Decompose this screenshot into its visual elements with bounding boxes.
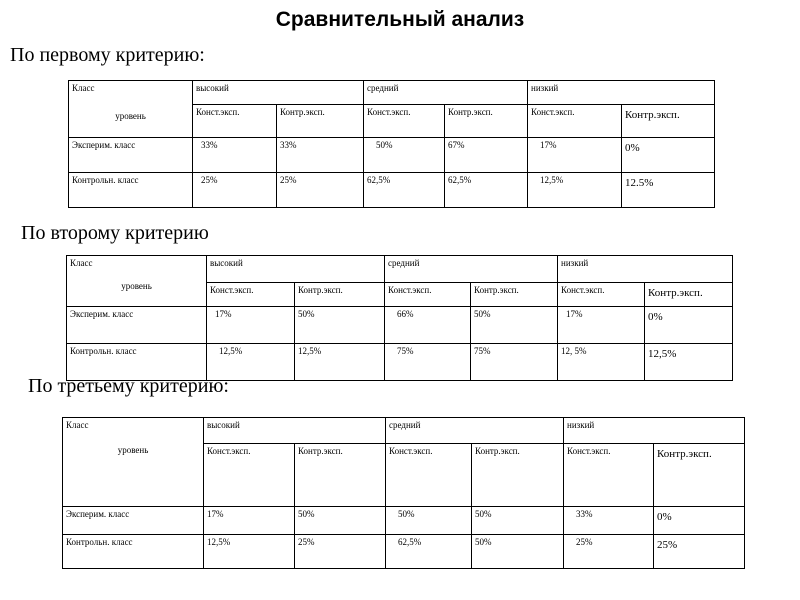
level-low-header: низкий	[564, 418, 745, 444]
table-cell: 50%	[295, 307, 385, 344]
class-level-header	[67, 256, 207, 307]
table-cell: 66%	[385, 307, 471, 344]
sub-header-control: Контр.эксп.	[622, 105, 715, 138]
table-cell: 17%	[528, 138, 622, 173]
table-cell: 0%	[654, 507, 745, 535]
table-cell: 33%	[193, 138, 277, 173]
table-cell: 33%	[564, 507, 654, 535]
table-row	[63, 535, 745, 569]
sub-header-const: Конст.эксп.	[564, 444, 654, 507]
section-heading-3: По третьему критерию:	[28, 375, 229, 397]
table-cell: 25%	[277, 173, 364, 208]
level-low-header: низкий	[558, 256, 733, 283]
level-high-header: высокий	[207, 256, 385, 283]
table-cell: 12,5%	[528, 173, 622, 208]
sub-header-control: Контр.эксп.	[472, 444, 564, 507]
table-cell: 62,5%	[386, 535, 472, 569]
table-cell: 0%	[645, 307, 733, 344]
table-row	[69, 173, 715, 208]
section-heading-1: По первому критерию:	[10, 44, 205, 66]
table-cell: 12,5%	[645, 344, 733, 381]
sub-header-control: Контр.эксп.	[295, 444, 386, 507]
row-label: Эксперим. класс	[67, 307, 207, 344]
row-label: Эксперим. класс	[63, 507, 204, 535]
level-high-header: высокий	[204, 418, 386, 444]
sub-header-control: Контр.эксп.	[471, 283, 558, 307]
header-row-levels	[67, 256, 733, 283]
comparison-table-3	[62, 417, 745, 569]
table-cell: 25%	[193, 173, 277, 208]
page-title: Сравнительный анализ	[275, 8, 525, 31]
table-cell: 67%	[445, 138, 528, 173]
table-cell: 12,5%	[204, 535, 295, 569]
table-cell: 12, 5%	[558, 344, 645, 381]
sub-header-const: Конст.эксп.	[528, 105, 622, 138]
table-cell: 12,5%	[207, 344, 295, 381]
sub-header-const: Конст.эксп.	[207, 283, 295, 307]
table-cell: 25%	[295, 535, 386, 569]
section-heading-2: По второму критерию	[21, 222, 209, 244]
class-level-header	[69, 81, 193, 138]
table-cell: 50%	[364, 138, 445, 173]
level-high-header: высокий	[193, 81, 364, 105]
sub-header-control: Контр.эксп.	[645, 283, 733, 307]
table-cell: 17%	[204, 507, 295, 535]
header-row-levels	[63, 418, 745, 444]
table-cell: 50%	[295, 507, 386, 535]
sub-header-const: Конст.эксп.	[364, 105, 445, 138]
sub-header-const: Конст.эксп.	[193, 105, 277, 138]
row-label: Контрольн. класс	[63, 535, 204, 569]
table-row	[63, 507, 745, 535]
table-cell: 62,5%	[364, 173, 445, 208]
table-cell: 25%	[654, 535, 745, 569]
table-cell: 25%	[564, 535, 654, 569]
level-medium-header: средний	[386, 418, 564, 444]
level-header-label: уровень	[121, 281, 152, 291]
level-header-label: уровень	[115, 111, 146, 121]
level-medium-header: средний	[385, 256, 558, 283]
table-cell: 12.5%	[622, 173, 715, 208]
header-row-levels	[69, 81, 715, 105]
table-cell: 50%	[472, 535, 564, 569]
table-cell: 50%	[472, 507, 564, 535]
class-header-label: Класс	[72, 83, 95, 93]
sub-header-control: Контр.эксп.	[277, 105, 364, 138]
table-row	[69, 138, 715, 173]
sub-header-control: Контр.эксп.	[654, 444, 745, 507]
table-cell: 75%	[471, 344, 558, 381]
sub-header-const: Конст.эксп.	[386, 444, 472, 507]
row-label: Эксперим. класс	[69, 138, 193, 173]
table-cell: 12,5%	[295, 344, 385, 381]
class-header-label: Класс	[66, 420, 89, 430]
class-level-header	[63, 418, 204, 507]
comparison-table-1	[68, 80, 715, 208]
table-cell: 75%	[385, 344, 471, 381]
table-cell: 33%	[277, 138, 364, 173]
sub-header-control: Контр.эксп.	[295, 283, 385, 307]
sub-header-const: Конст.эксп.	[385, 283, 471, 307]
level-header-label: уровень	[117, 445, 149, 455]
level-medium-header: средний	[364, 81, 528, 105]
sub-header-const: Конст.эксп.	[558, 283, 645, 307]
table-row	[67, 307, 733, 344]
row-label: Контрольн. класс	[69, 173, 193, 208]
sub-header-const: Конст.эксп.	[204, 444, 295, 507]
table-cell: 0%	[622, 138, 715, 173]
table-cell: 17%	[558, 307, 645, 344]
row-label: Контрольн. класс	[67, 344, 207, 381]
table-cell: 17%	[207, 307, 295, 344]
table-cell: 62,5%	[445, 173, 528, 208]
level-low-header: низкий	[528, 81, 715, 105]
comparison-table-2	[66, 255, 733, 381]
sub-header-control: Контр.эксп.	[445, 105, 528, 138]
class-header-label: Класс	[70, 258, 93, 268]
table-cell: 50%	[386, 507, 472, 535]
table-cell: 50%	[471, 307, 558, 344]
